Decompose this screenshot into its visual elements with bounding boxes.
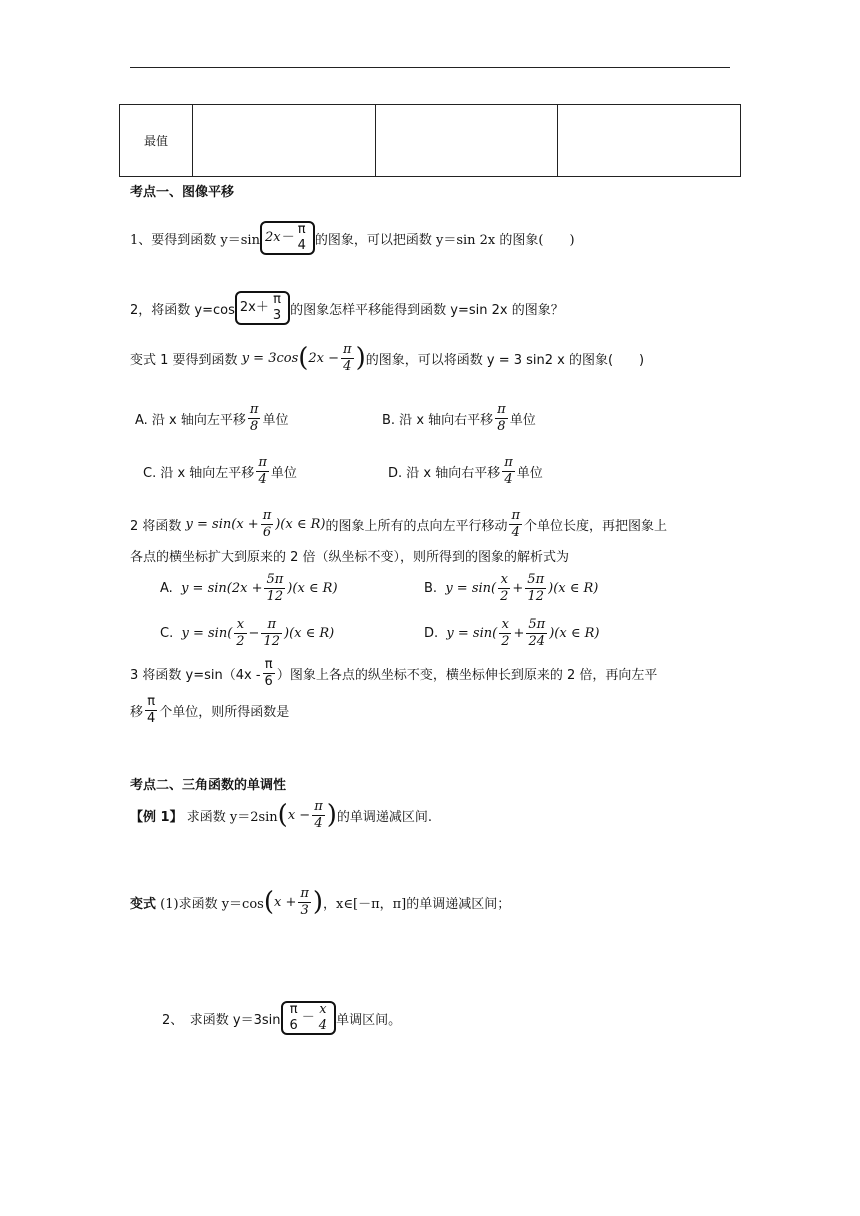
option-frac [495, 403, 508, 433]
option-frac [526, 618, 547, 648]
frac-num: π [504, 454, 513, 470]
option-expr: y = sin(2x + [181, 580, 263, 596]
v1-prefix: 变式 1 要得到函数 [130, 352, 238, 368]
question-4 [130, 653, 657, 693]
q3-line2: 各点的横坐标扩大到原来的 2 倍（纵坐标不变），则所得到的图象的解析式为 [130, 550, 570, 565]
option-frac [502, 456, 515, 486]
ex1-inner: x − [287, 807, 311, 823]
frac-num: π [249, 401, 259, 417]
q1-frac [296, 223, 308, 252]
option-frac [525, 573, 546, 603]
table-row [120, 105, 741, 177]
v1-lparen: ( [298, 343, 309, 373]
q5-mid: － [301, 1010, 315, 1026]
q1-suffix: 的图象，可以把函数 y＝sin 2x 的图象( ) [314, 232, 575, 248]
frac-num: x [499, 618, 511, 634]
q1-bracket [260, 221, 315, 254]
q4-pre: 3 将函数 y=sin（4x - [130, 667, 261, 683]
frac-num: π [262, 507, 272, 523]
option-op: + [513, 625, 525, 641]
frac-den: 6 [264, 673, 273, 689]
q1-num: π [297, 222, 306, 238]
q3-fn-frac [261, 509, 274, 539]
frac-num: π [289, 1002, 298, 1018]
header-rule [130, 67, 730, 68]
q1-den: 4 [297, 238, 306, 253]
v1-rparen: ) [355, 343, 366, 373]
v1-option-b [382, 396, 536, 440]
q3-post: 个单位长度，再把图象上 [524, 518, 668, 534]
ex1-post: 的单调递减区间. [336, 809, 433, 825]
q5-frac [288, 1003, 300, 1032]
option-text: 单位 [262, 412, 289, 428]
frac-den: 24 [528, 633, 546, 649]
option-frac [261, 618, 282, 648]
frac-den: 4 [314, 815, 323, 831]
frac-num: x [498, 573, 510, 589]
q4-l2-pre: 移 [130, 704, 144, 720]
v1-option-d [388, 449, 543, 493]
q2-suffix: 的图象怎样平移能得到函数 y=sin 2x 的图象？ [290, 302, 564, 318]
option-op: − [248, 625, 260, 641]
table-cell [375, 105, 558, 177]
frac-den: 4 [318, 1018, 328, 1033]
option-text: B. 沿 x 轴向右平移 [382, 412, 494, 428]
v1-num: π [343, 341, 352, 357]
q2-prefix: 2，将函数 y=cos [130, 302, 235, 318]
frac-den: 6 [289, 1018, 298, 1033]
q2-bracket [235, 291, 290, 324]
option-label: C. [160, 625, 174, 641]
ex1-rparen: ) [326, 800, 337, 830]
var2-post: ，x∈[－π，π]的单调递减区间； [323, 896, 511, 912]
v1-frac [341, 343, 354, 373]
section-title-translation: 考点一、图像平移 [130, 185, 235, 200]
q2-den: 3 [272, 308, 282, 323]
q3-pre: 2 将函数 [130, 518, 182, 534]
option-frac [499, 618, 511, 648]
q3-fn-right: )(x ∈ R) [275, 516, 326, 532]
q5-post: 单调区间。 [336, 1012, 402, 1028]
var2-lparen: ( [263, 887, 274, 917]
v1-option-c [143, 449, 297, 493]
frac-den: 2 [500, 588, 509, 604]
q2-frac [271, 293, 283, 322]
frac-num: x [319, 1002, 327, 1018]
frac-den: 4 [511, 524, 520, 540]
q5-pre: 2、 求函数 y＝3sin [162, 1012, 281, 1028]
frac-den: 8 [497, 418, 506, 434]
q2-num: π [273, 292, 281, 308]
q3-option-b [424, 568, 598, 608]
frac-num: π [511, 507, 521, 523]
frac-den: 2 [236, 633, 245, 649]
option-text: A. 沿 x 轴向左平移 [135, 412, 246, 428]
var2-inner: x + [273, 894, 297, 910]
q4-post: ）图象上各点的纵坐标不变，横坐标伸长到原来的 2 倍，再向左平 [276, 667, 658, 683]
question-1 [130, 216, 575, 260]
table-cell [193, 105, 376, 177]
q2-inner: 2x＋ [239, 300, 269, 316]
option-label: A. [160, 580, 173, 596]
frac-den: 12 [263, 633, 280, 649]
frac-num: π [300, 885, 309, 901]
question-3 [130, 503, 667, 545]
ex1-lparen: ( [277, 800, 288, 830]
frac-num: 5π [266, 571, 284, 587]
v1-option-a [135, 396, 288, 440]
summary-table [119, 104, 741, 177]
option-text: 单位 [509, 412, 536, 428]
frac-num: π [263, 658, 275, 674]
option-text: 单位 [270, 465, 297, 481]
frac-den: 2 [501, 633, 510, 649]
frac-den: 12 [527, 588, 544, 604]
q4-frac [263, 658, 275, 688]
section-title-monotonicity: 考点二、三角函数的单调性 [130, 778, 287, 793]
frac-num: π [497, 401, 506, 417]
q1-inner: 2x－ [264, 230, 294, 246]
q3-option-d [424, 613, 599, 653]
q1-prefix: 1、要得到函数 y＝sin [130, 232, 260, 248]
q3-option-a [160, 568, 338, 608]
option-expr: y = sin( [446, 625, 498, 641]
frac-den: 4 [504, 471, 513, 487]
q3-mid: 的图象上所有的点向左平行移动 [325, 518, 508, 534]
option-frac [248, 403, 261, 433]
question-5 [162, 996, 401, 1040]
option-expr: )(x ∈ R) [548, 580, 599, 596]
q4-l2-frac [145, 695, 157, 725]
ex1-frac [312, 800, 325, 830]
variant-1 [130, 336, 644, 380]
v1-den: 4 [343, 358, 352, 374]
ex1-pre: 求函数 y＝2sin [186, 809, 278, 825]
frac-num: 5π [528, 616, 546, 632]
frac-den: 4 [147, 710, 156, 726]
v1-inner: 2x − [308, 350, 340, 366]
option-label: B. [424, 580, 438, 596]
q5-bracket [281, 1001, 337, 1034]
option-frac [234, 618, 246, 648]
frac-num: x [234, 618, 246, 634]
option-expr: )(x ∈ R) [284, 625, 335, 641]
option-expr: y = sin( [181, 625, 233, 641]
v1-suffix: 的图象，可以将函数 y = 3 sin2 x 的图象( ) [365, 352, 645, 368]
option-text: D. 沿 x 轴向右平移 [388, 465, 501, 481]
option-label: D. [424, 625, 439, 641]
table-cell [558, 105, 741, 177]
question-2 [130, 286, 564, 330]
ex1-tag: 【例 1】 [130, 809, 183, 825]
option-frac [264, 573, 285, 603]
option-expr: y = sin( [445, 580, 497, 596]
q5-frac [317, 1003, 329, 1032]
q3-shift-frac [509, 509, 522, 539]
frac-num: 5π [527, 571, 545, 587]
q3-option-c [160, 613, 334, 653]
variant-2 [130, 880, 510, 924]
frac-num: π [145, 695, 157, 711]
frac-den: 3 [300, 902, 309, 918]
frac-num: π [258, 454, 267, 470]
frac-num: π [314, 798, 323, 814]
frac-den: 4 [258, 471, 267, 487]
var2-frac [298, 887, 311, 917]
table-row-label: 最值 [120, 105, 193, 177]
option-text: C. 沿 x 轴向左平移 [143, 465, 255, 481]
q4-l2-post: 个单位，则所得函数是 [159, 704, 290, 720]
option-frac [498, 573, 510, 603]
q3-fn-left: y = sin(x + [185, 516, 259, 532]
option-expr: )(x ∈ R) [549, 625, 600, 641]
option-frac [256, 456, 269, 486]
frac-den: 12 [266, 588, 284, 604]
v1-expr: y = 3cos [241, 350, 299, 366]
frac-den: 8 [250, 418, 259, 434]
var2-rparen: ) [312, 887, 324, 917]
example-1 [130, 795, 432, 835]
var2-tag: 变式 [130, 896, 157, 912]
var2-pre: (1)求函数 y＝cos [160, 896, 264, 912]
option-expr: )(x ∈ R) [287, 580, 338, 596]
question-4-line2 [130, 690, 289, 730]
option-op: + [512, 580, 524, 596]
frac-num: π [261, 618, 282, 634]
option-text: 单位 [516, 465, 543, 481]
frac-den: 6 [262, 524, 272, 540]
